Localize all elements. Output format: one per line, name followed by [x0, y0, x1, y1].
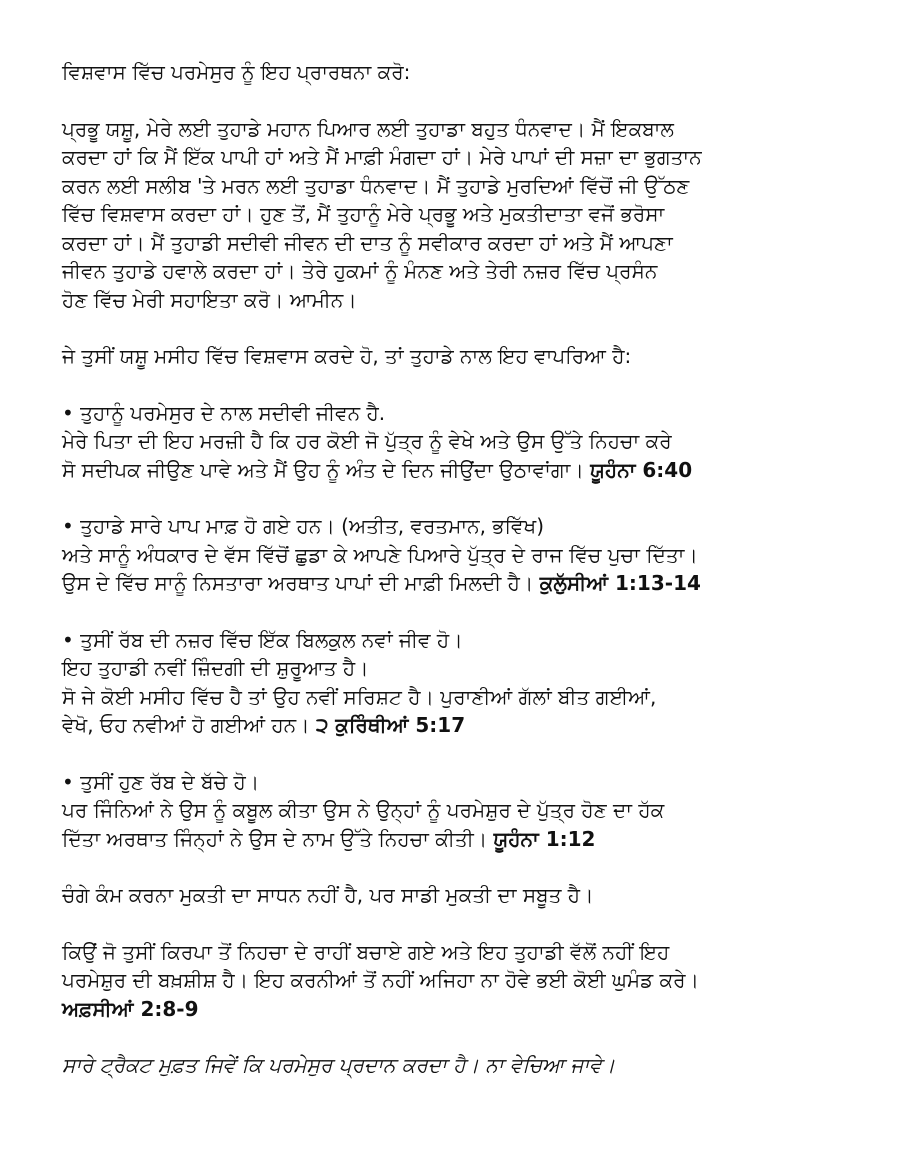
verse-text: ਵੇਖੋ, ਓਹ ਨਵੀਆਂ ਹੋ ਗਈਆਂ ਹਨ। [62, 713, 310, 737]
verse-text: ਸੋ ਸਦੀਪਕ ਜੀਉਣ ਪਾਵੇ ਅਤੇ ਮੈਂ ਉਹ ਨੂੰ ਅੰਤ ਦੇ ਦਿਨ ਜੀਉਂਦਾ ਉਠਾਵਾਂਗਾ। [62, 457, 584, 482]
prayer-paragraph [62, 115, 852, 315]
verse-line: ਇਹ ਤੁਹਾਡੀ ਨਵੀਂ ਜ਼ਿੰਦਗੀ ਦੀ ਸ਼ੁਰੂਆਤ ਹੈ। [62, 656, 369, 680]
point-children-of-god [62, 768, 852, 854]
prayer-line: ਕਰਦਾ ਹਾਂ ਕਿ ਮੈਂ ਇੱਕ ਪਾਪੀ ਹਾਂ ਅਤੇ ਮੈਂ ਮਾਫ਼ੀ ਮੰਗਦਾ ਹਾਂ। ਮੇਰੇ ਪਾਪਾਂ ਦੀ ਸਜ਼ਾ ਦਾ ਭੁਗਤਾਨ [62, 145, 702, 169]
prayer-heading-block [62, 58, 852, 87]
works-text: ਚੰਗੇ ਕੰਮ ਕਰਨਾ ਮੁਕਤੀ ਦਾ ਸਾਧਨ ਨਹੀਂ ਹੈ, ਪਰ ਸਾਡੀ ਮੁਕਤੀ ਦਾ ਸਬੂਤ ਹੈ। [62, 883, 594, 907]
prayer-heading: ਵਿਸ਼ਵਾਸ ਵਿੱਚ ਪਰਮੇਸੁਰ ਨੂੰ ਇਹ ਪ੍ਰਾਰਥਨਾ ਕਰੋ: [62, 60, 411, 84]
verse-line: ਕਿਉਂ ਜੋ ਤੁਸੀਂ ਕਿਰਪਾ ਤੋਂ ਨਿਹਚਾ ਦੇ ਰਾਹੀਂ ਬਚਾਏ ਗਏ ਅਤੇ ਇਹ ਤੁਹਾਡੀ ਵੱਲੋਂ ਨਹੀਂ ਇਹ [62, 939, 670, 964]
verse-line: ਅਤੇ ਸਾਨੂੰ ਅੰਧਕਾਰ ਦੇ ਵੱਸ ਵਿੱਚੋਂ ਛੁਡਾ ਕੇ ਆਪਣੇ ਪਿਆਰੇ ਪੁੱਤ੍ਰ ਦੇ ਰਾਜ ਵਿੱਚ ਪੁਚਾ ਦਿੱਤਾ। [62, 542, 698, 567]
verse-line: ਸੋ ਜੇ ਕੋਈ ਮਸੀਹ ਵਿੱਚ ਹੈ ਤਾਂ ਉਹ ਨਵੀਂ ਸਰਿਸ਼ਟ ਹੈ। ਪੁਰਾਣੀਆਂ ਗੱਲਾਂ ਬੀਤ ਗਈਆਂ, [62, 684, 657, 709]
prayer-line: ਹੋਣ ਵਿੱਚ ਮੇਰੀ ਸਹਾਇਤਾ ਕਰੋ। ਆਮੀਨ। [62, 287, 357, 312]
works-block [62, 881, 852, 910]
verse-reference: ਕੁਲੁੱਸੀਆਂ 1:13-14 [539, 571, 701, 595]
prayer-line: ਕਰਦਾ ਹਾਂ। ਮੈਂ ਤੁਹਾਡੀ ਸਦੀਵੀ ਜੀਵਨ ਦੀ ਦਾਤ ਨੂੰ ਸਵੀਕਾਰ ਕਰਦਾ ਹਾਂ ਅਤੇ ਮੈਂ ਆਪਣਾ [62, 230, 673, 255]
verse-line: ਮੇਰੇ ਪਿਤਾ ਦੀ ਇਹ ਮਰਜ਼ੀ ਹੈ ਕਿ ਹਰ ਕੋਈ ਜੋ ਪੁੱਤ੍ਰ ਨੂੰ ਵੇਖੇ ਅਤੇ ਉਸ ਉੱਤੇ ਨਿਹਚਾ ਕਰੇ [62, 429, 672, 453]
verse-line [62, 569, 852, 598]
prayer-line: ਪ੍ਰਭੂ ਯਸ਼ੂ, ਮੇਰੇ ਲਈ ਤੁਹਾਡੇ ਮਹਾਨ ਪਿਆਰ ਲਈ ਤੁਹਾਡਾ ਬਹੁਤ ਧੰਨਵਾਦ। ਮੈਂ ਇਕਬਾਲ [62, 116, 674, 141]
verse-line [62, 711, 852, 740]
verse-text: ਉਸ ਦੇ ਵਿੱਚ ਸਾਨੂੰ ਨਿਸਤਾਰਾ ਅਰਥਾਤ ਪਾਪਾਂ ਦੀ ਮਾਫ਼ੀ ਮਿਲਦੀ ਹੈ। [62, 571, 534, 595]
grace-block [62, 938, 852, 1024]
point-bullet: • ਤੁਹਾਡੇ ਸਾਰੇ ਪਾਪ ਮਾਫ਼ ਹੋ ਗਏ ਹਨ। (ਅਤੀਤ, ਵਰਤਮਾਨ, ਭਵਿੱਖ) [62, 514, 545, 538]
verse-text: ਦਿੱਤਾ ਅਰਥਾਤ ਜਿੰਨ੍ਹਾਂ ਨੇ ਉਸ ਦੇ ਨਾਮ ਉੱਤੇ ਨਿਹਚਾ ਕੀਤੀ। [62, 826, 488, 851]
verse-line: ਪਰ ਜਿੰਨਿਆਂ ਨੇ ਉਸ ਨੂੰ ਕਬੂਲ ਕੀਤਾ ਉਸ ਨੇ ਉਨ੍ਹਾਂ ਨੂੰ ਪਰਮੇਸ਼ੁਰ ਦੇ ਪੁੱਤ੍ਰ ਹੋਣ ਦਾ ਹੱਕ [62, 798, 665, 822]
point-sins-forgiven [62, 512, 852, 598]
prayer-line: ਕਰਨ ਲਈ ਸਲੀਬ 'ਤੇ ਮਰਨ ਲਈ ਤੁਹਾਡਾ ਧੰਨਵਾਦ। ਮੈਂ ਤੁਹਾਡੇ ਮੁਰਦਿਆਂ ਵਿੱਚੋਂ ਜੀ ਉੱਠਣ [62, 173, 690, 198]
verse-reference: ੨ ਕੁਰਿੰਥੀਆਂ 5:17 [316, 713, 466, 737]
point-new-creature [62, 626, 852, 740]
prayer-line: ਜੀਵਨ ਤੁਹਾਡੇ ਹਵਾਲੇ ਕਰਦਾ ਹਾਂ। ਤੇਰੇ ਹੁਕਮਾਂ ਨੂੰ ਮੰਨਣ ਅਤੇ ਤੇਰੀ ਨਜ਼ਰ ਵਿੱਚ ਪ੍ਰਸੰਨ [62, 259, 658, 283]
footer-block [62, 1051, 852, 1080]
point-eternal-life [62, 399, 852, 485]
verse-reference: ਯੂਹੰਨਾ 1:12 [493, 826, 596, 851]
point-bullet: • ਤੁਸੀਂ ਰੱਬ ਦੀ ਨਜ਼ਰ ਵਿੱਚ ਇੱਕ ਬਿਲਕੁਲ ਨਵਾਂ ਜੀਵ ਹੋ। [62, 627, 463, 652]
verse-reference: ਯੂਹੰਨਾ 6:40 [590, 457, 693, 482]
verse-line [62, 825, 852, 854]
verse-reference: ਅਫ਼ਸੀਆਂ 2:8-9 [62, 996, 199, 1021]
intro-block [62, 342, 852, 371]
point-bullet: • ਤੁਹਾਨੂੰ ਪਰਮੇਸੁਰ ਦੇ ਨਾਲ ਸਦੀਵੀ ਜੀਵਨ ਹੈ. [62, 400, 386, 425]
intro-text: ਜੇ ਤੁਸੀਂ ਯਸ਼ੂ ਮਸੀਹ ਵਿੱਚ ਵਿਸ਼ਵਾਸ ਕਰਦੇ ਹੋ, ਤਾਂ ਤੁਹਾਡੇ ਨਾਲ ਇਹ ਵਾਪਰਿਆ ਹੈ: [62, 344, 632, 368]
point-bullet: • ਤੁਸੀਂ ਹੁਣ ਰੱਬ ਦੇ ਬੱਚੇ ਹੋ। [62, 769, 260, 794]
verse-line: ਪਰਮੇਸ਼ੁਰ ਦੀ ਬਖ਼ਸ਼ੀਸ਼ ਹੈ। ਇਹ ਕਰਨੀਆਂ ਤੋਂ ਨਹੀਂ ਅਜਿਹਾ ਨਾ ਹੋਵੇ ਭਈ ਕੋਈ ਘੁਮੰਡ ਕਰੇ। [62, 968, 700, 992]
prayer-line: ਵਿੱਚ ਵਿਸ਼ਵਾਸ ਕਰਦਾ ਹਾਂ। ਹੁਣ ਤੋਂ, ਮੈਂ ਤੁਹਾਨੂੰ ਮੇਰੇ ਪ੍ਰਭੂ ਅਤੇ ਮੁਕਤੀਦਾਤਾ ਵਜੋਂ ਭਰੋਸਾ [62, 202, 665, 226]
footer-note: ਸਾਰੇ ਟ੍ਰੈਕਟ ਮੁਫ਼ਤ ਜਿਵੇਂ ਕਿ ਪਰਮੇਸੁਰ ਪ੍ਰਦਾਨ ਕਰਦਾ ਹੈ। ਨਾ ਵੇਚਿਆ ਜਾਵੇ। [62, 1053, 616, 1077]
verse-line [62, 456, 852, 485]
tract-page [62, 58, 852, 1108]
